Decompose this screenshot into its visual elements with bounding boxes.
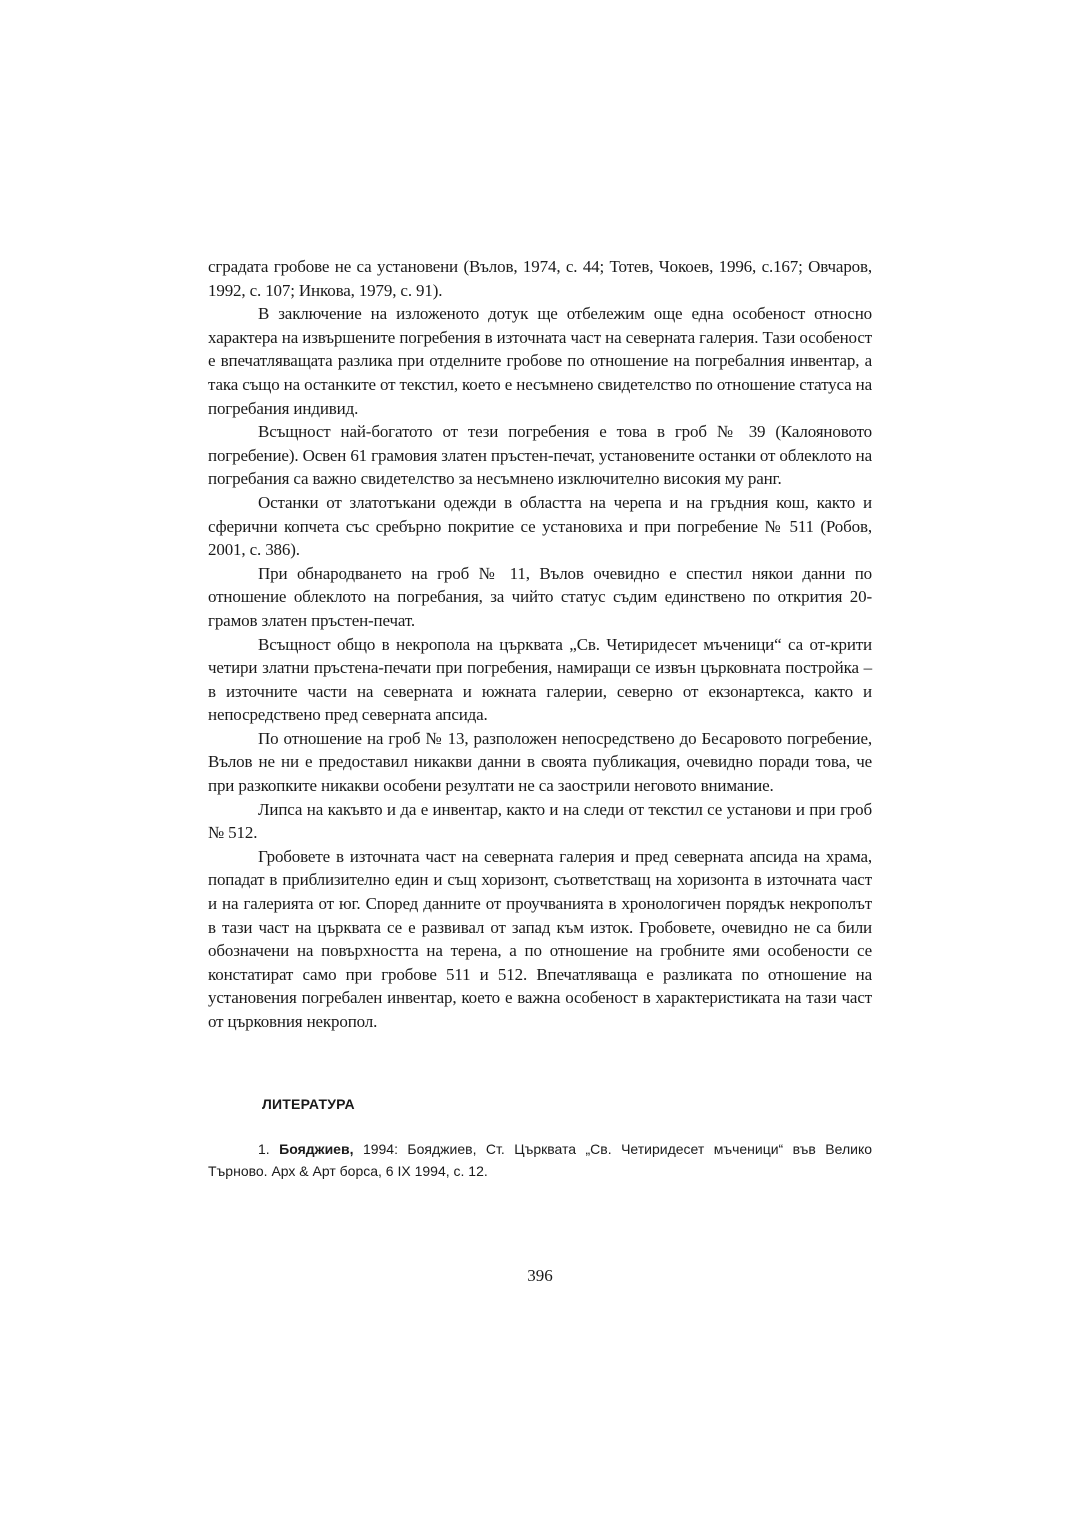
- paragraph: По отношение на гроб № 13, разположен непосредствено до Бесаровото погребение, Вълов не ни е предоставил никакви данни в своята публикация, очевидно поради това, че при разкопките никакви особени резултати не са заострили неговото внимание.: [208, 728, 872, 796]
- entry-author: Бояджиев,: [279, 1140, 354, 1157]
- entry-text: 1994: Бояджиев, Ст. Църквата „Св. Четиридесет мъченици“ във Велико Търново. Арх & Арт борса, 6 IX 1994, с. 12.: [208, 1140, 873, 1179]
- paragraph: В заключение на изложеното дотук ще отбележим още една особеност относно характера на извършените погребения в източната част на северната галерия. Тази особеност е впечатляващата разлика при отделните гробове по отношение на погребалния инвентар, а така също на останките от текстил, което е несъмнено свидетелство по отношение статуса на погребания индивид.: [208, 304, 872, 418]
- bibliography-entry: [208, 1138, 872, 1182]
- page-content: [208, 255, 872, 1182]
- paragraph: Всъщност общо в некропола на църквата „Св. Четиридесет мъченици“ са от-крити четири златни пръстена-печати при погребения, намиращи се извън църковната постройка – в източните части на северната и южната галерии, северно от екзонартекса, както и непосредствено пред северната апсида.: [208, 634, 872, 725]
- paragraph-continuation: сградата гробове не са установени (Вълов, 1974, с. 44; Тотев, Чокоев, 1996, с.167; Овчаров, 1992, с. 107; Инкова, 1979, с. 91).: [208, 257, 872, 300]
- paragraph: Липса на какъвто и да е инвентар, както и на следи от текстил се установи и при гроб № 512.: [208, 799, 872, 843]
- paragraph: Гробовете в източната част на северната галерия и пред северната апсида на храма, попадат в приблизително един и същ хоризонт, съответстващ на хоризонта в източната част и на галерията от юг. Според данните от проучванията в хронологичен порядък некрополът в тази част на църквата се е развивал от запад към изток. Гробовете, очевидно не са били обозначени на повърхността на терена, а по отношение на гробните ями особености се констатират само при гробове 511 и 512. Впечатляваща е разликата по отношение на установения погребален инвентар, което е важна особеност в характеристиката на тази част от църковния некропол.: [208, 846, 872, 1031]
- entry-number: 1.: [258, 1140, 270, 1157]
- page-number: 396: [527, 1266, 553, 1285]
- paragraph: При обнародването на гроб № 11, Вълов очевидно е спестил някои данни по отношение облеклото на погребания, за чийто статус съдим единствено по открития 20-грамов златен пръстен-печат.: [208, 563, 872, 630]
- paragraph: Останки от златотъкани одежди в областта на черепа и на гръдния кош, както и сферични копчета със сребърно покритие се установиха и при погребение № 511 (Робов, 2001, с. 386).: [208, 492, 872, 560]
- bibliography-heading: ЛИТЕРАТУРА: [262, 1095, 355, 1112]
- paragraph: Всъщност най-богатото от тези погребения е това в гроб № 39 (Калояновото погребение). Освен 61 грамовия златен пръстен-печат, установените останки от облеклото на погребания са важно свидетелство за несъмнено изключително високия му ранг.: [208, 422, 872, 489]
